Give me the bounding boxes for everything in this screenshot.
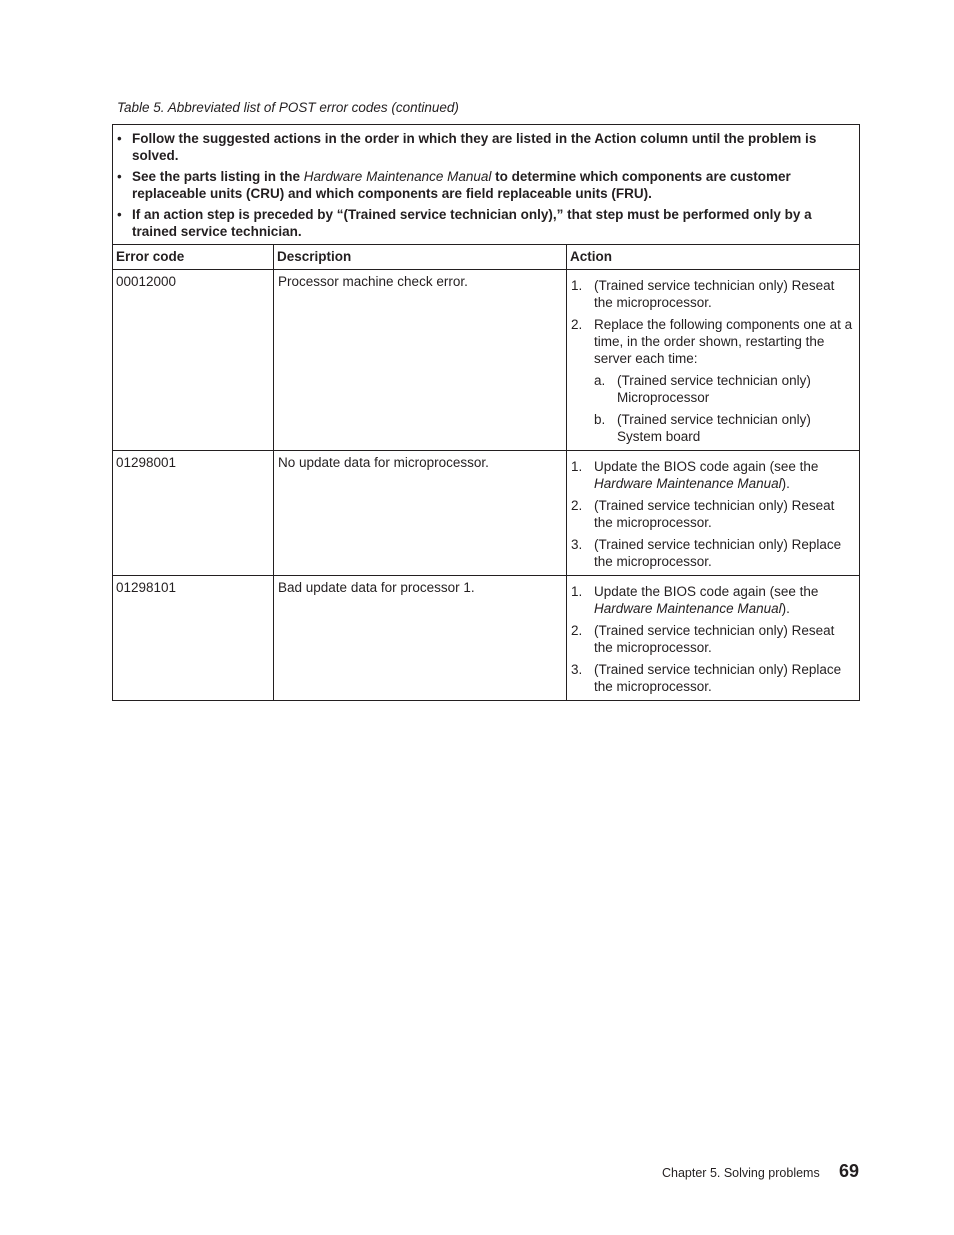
action-cell	[567, 451, 860, 576]
step-text: (Trained service technician only) Reseat the microprocessor.	[594, 623, 835, 655]
bullet-icon: •	[117, 169, 122, 184]
action-substep	[594, 372, 855, 406]
bullet-icon: •	[117, 131, 122, 146]
action-cell	[567, 576, 860, 701]
table-row	[113, 270, 860, 451]
step-number: 2.	[571, 623, 583, 638]
note-item	[117, 130, 853, 164]
notes-cell	[113, 125, 860, 245]
note-text: Follow the suggested actions in the order in which they are listed in the Action column until the problem is solved.	[132, 131, 817, 163]
note-text: If an action step is preceded by “(Trained service technician only),” that step must be performed only by a trained service technician.	[132, 207, 812, 239]
post-error-codes-table	[112, 124, 860, 701]
page-number: 69	[839, 1161, 860, 1181]
note-item	[117, 168, 853, 202]
step-number: 3.	[571, 662, 583, 677]
action-step	[571, 277, 855, 311]
note-text: See the parts listing in the	[132, 169, 304, 184]
step-text: ).	[781, 601, 790, 616]
step-text: Replace the following components one at a time, in the order shown, restarting the server each time:	[594, 317, 853, 366]
action-cell	[567, 270, 860, 451]
step-text: Update the BIOS code again (see the	[594, 584, 819, 599]
substep-text: (Trained service technician only) Microprocessor	[617, 373, 811, 405]
step-text: (Trained service technician only) Reseat the microprocessor.	[594, 498, 835, 530]
table-caption: Table 5. Abbreviated list of POST error codes (continued)	[117, 100, 459, 115]
note-item	[117, 206, 853, 240]
action-step	[571, 536, 855, 570]
manual-title: Hardware Maintenance Manual	[303, 169, 492, 184]
error-code-cell: 01298101	[113, 576, 274, 701]
bullet-icon: •	[117, 207, 122, 222]
header-error-code: Error code	[113, 245, 274, 270]
action-step	[571, 497, 855, 531]
step-number: 1.	[571, 584, 583, 599]
footer-chapter: Chapter 5. Solving problems	[662, 1166, 820, 1180]
table-row	[113, 451, 860, 576]
step-number: 1.	[571, 459, 583, 474]
substep-letter: b.	[594, 412, 606, 427]
notes-row	[113, 125, 860, 245]
step-text: (Trained service technician only) Reseat the microprocessor.	[594, 278, 835, 310]
substep-letter: a.	[594, 373, 606, 388]
action-step	[571, 316, 855, 445]
step-text: ).	[781, 476, 790, 491]
description-cell: Processor machine check error.	[274, 270, 567, 451]
step-number: 1.	[571, 278, 583, 293]
error-code-cell: 00012000	[113, 270, 274, 451]
header-action: Action	[567, 245, 860, 270]
substep-text: (Trained service technician only) System board	[617, 412, 811, 444]
action-substep	[594, 411, 855, 445]
step-text: (Trained service technician only) Replace the microprocessor.	[594, 662, 842, 694]
action-step	[571, 622, 855, 656]
note-text: to determine which components are customer replaceable units (CRU) and which components are field replaceable units (FRU).	[132, 169, 791, 201]
action-step	[571, 583, 855, 617]
manual-title: Hardware Maintenance Manual	[594, 476, 782, 491]
step-number: 2.	[571, 317, 583, 332]
header-row	[113, 245, 860, 270]
action-step	[571, 661, 855, 695]
header-description: Description	[274, 245, 567, 270]
step-number: 3.	[571, 537, 583, 552]
description-cell: Bad update data for processor 1.	[274, 576, 567, 701]
step-number: 2.	[571, 498, 583, 513]
manual-title: Hardware Maintenance Manual	[594, 601, 782, 616]
error-code-cell: 01298001	[113, 451, 274, 576]
description-cell: No update data for microprocessor.	[274, 451, 567, 576]
step-text: Update the BIOS code again (see the	[594, 459, 819, 474]
action-step	[571, 458, 855, 492]
table-row	[113, 576, 860, 701]
step-text: (Trained service technician only) Replace the microprocessor.	[594, 537, 842, 569]
